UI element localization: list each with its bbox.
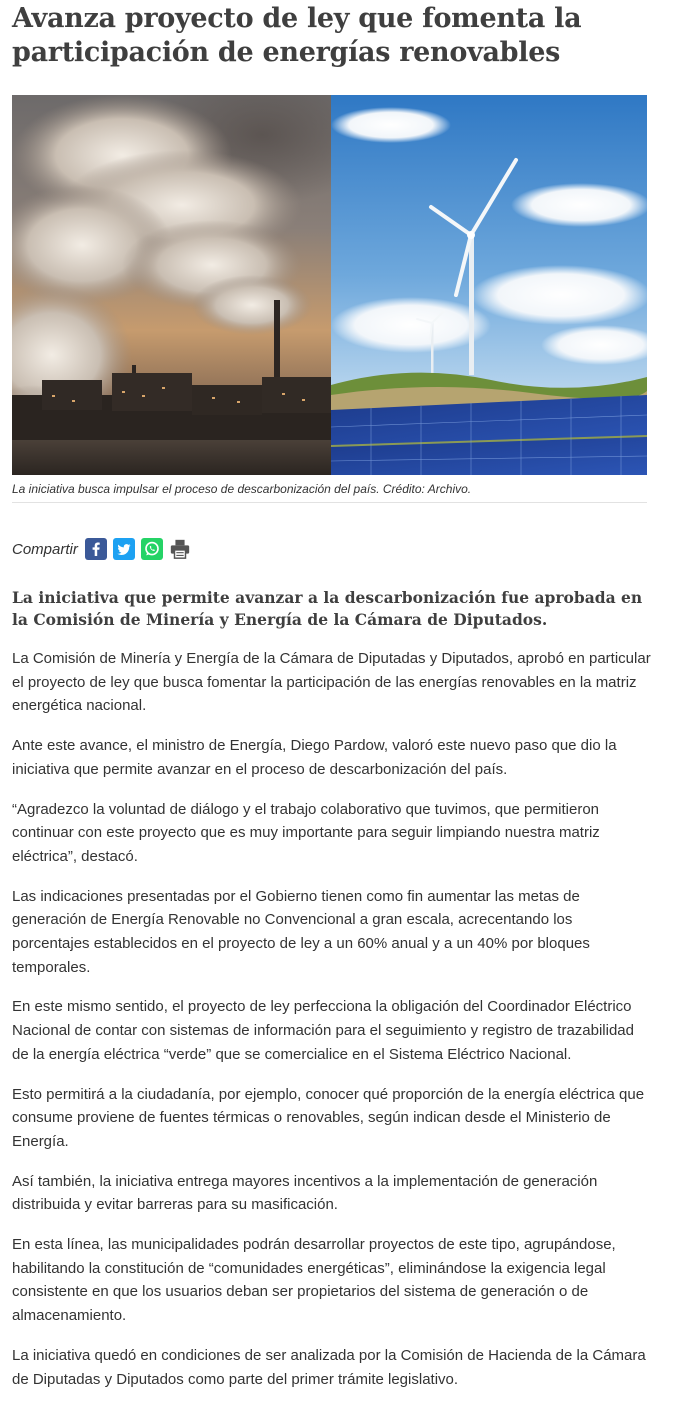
article-paragraph: En esta línea, las municipalidades podrán desarrollar proyectos de este tipo, agrupándose, habilitando la constitución de “comunidades energéticas”, eliminándose la exigencia legal consistente en que los usuarios deban ser propietarios del sistema de generación o de almacenamiento. <box>12 1236 616 1325</box>
twitter-share-button[interactable] <box>113 538 135 560</box>
article-paragraph: Esto permitirá a la ciudadanía, por ejemplo, conocer qué proporción de la energía eléctrica que consume proviene de fuentes térmicas o renovables, según indican desde el Ministerio de Energía. <box>12 1085 645 1150</box>
article-paragraph: En este mismo sentido, el proyecto de ley perfecciona la obligación del Coordinador Eléctrico Nacional de contar con sistemas de información para el seguimiento y registro de trazabilidad de la energía eléctrica “verde” que se comercialice en el Sistema Eléctrico Nacional. <box>12 998 634 1063</box>
article-paragraph: La iniciativa quedó en condiciones de ser analizada por la Comisión de Hacienda de la Cámara de Diputadas y Diputados como parte del primer trámite legislativo. <box>12 1346 646 1388</box>
facebook-icon <box>85 538 107 560</box>
article-paragraph: Ante este avance, el ministro de Energía, Diego Pardow, valoró este nuevo paso que dio la iniciativa que permite avanzar en el proceso de descarbonización del país. <box>12 737 617 778</box>
article-paragraph: Así también, la iniciativa entrega mayores incentivos a la implementación de generación distribuida y evitar barreras para su masificación. <box>12 1172 598 1214</box>
image-caption: La iniciativa busca impulsar el proceso de descarbonización del país. Crédito: Archivo. <box>12 482 472 496</box>
article-headline: Avanza proyecto de ley que fomenta la participación de energías renovables <box>12 3 582 68</box>
twitter-icon <box>113 538 135 560</box>
factory-smoke-image <box>12 95 331 475</box>
whatsapp-share-button[interactable] <box>141 538 163 560</box>
facebook-share-button[interactable] <box>85 538 107 560</box>
whatsapp-icon <box>141 538 163 560</box>
wind-solar-image <box>331 95 647 475</box>
article-paragraph: Las indicaciones presentadas por el Gobierno tienen como fin aumentar las metas de generación de Energía Renovable no Convencional a gran escala, acrecentando los porcentajes establecidos en el proyecto de ley a un 60% anual y a un 40% por bloques temporales. <box>12 887 590 976</box>
article-paragraph: “Agradezco la voluntad de diálogo y el trabajo colaborativo que tuvimos, que permitieron continuar con este proyecto que es muy importante para seguir limpiando nuestra matriz eléctrica”, destacó. <box>12 800 600 865</box>
print-icon <box>169 537 191 561</box>
article-body <box>12 647 652 1407</box>
share-label: Compartir <box>12 540 78 558</box>
article-lead: La iniciativa que permite avanzar a la descarbonización fue aprobada en la Comisión de Minería y Energía de la Cámara de Diputados. <box>12 588 643 629</box>
caption-divider <box>12 502 647 503</box>
article-paragraph: La Comisión de Minería y Energía de la Cámara de Diputadas y Diputados, aprobó en particular el proyecto de ley que busca fomentar la participación de las energías renovables en la matriz energética nacional. <box>12 650 651 715</box>
hero-image <box>12 95 647 475</box>
print-button[interactable] <box>169 538 191 560</box>
share-bar <box>12 536 197 562</box>
